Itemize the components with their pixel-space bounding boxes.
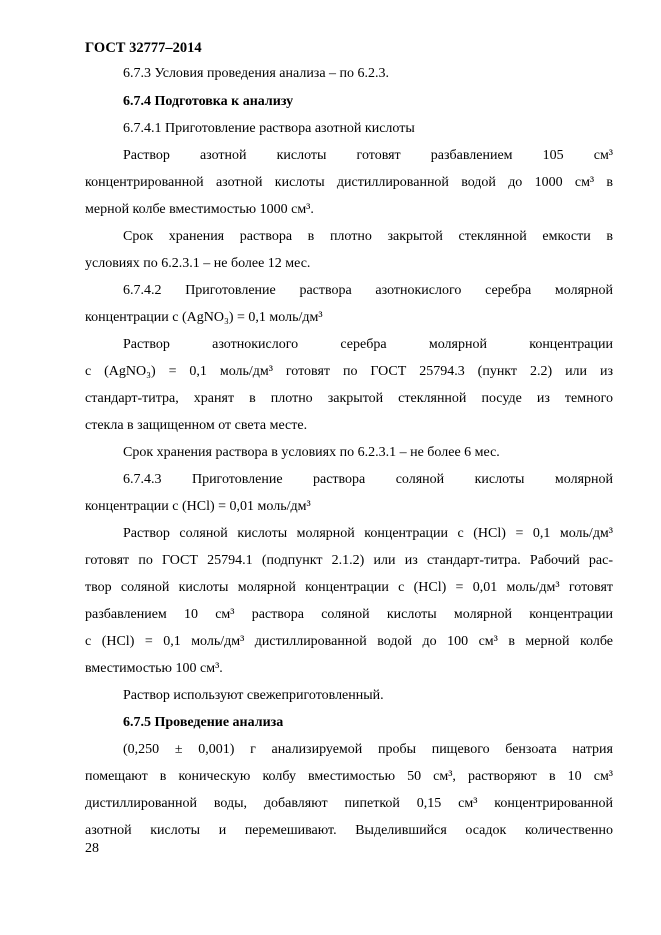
text-line: c (AgNO₃) = 0,1 моль/дм³ готовят по ГОСТ 25794.3 (пункт 2.2) или из [85, 364, 613, 379]
text-line: твор соляной кислоты молярной концентрации c (HCl) = 0,01 моль/дм³ готовят [85, 580, 613, 595]
text-line: готовят по ГОСТ 25794.1 (подпункт 2.1.2) или из стандарт-титра. Рабочий рас- [85, 553, 613, 568]
text-line: Раствор азотнокислого серебра молярной концентрации [123, 337, 613, 352]
text-line: дистиллированной воды, добавляют пипеткой 0,15 см³ концентрированной [85, 796, 613, 811]
text-line: Раствор соляной кислоты молярной концентрации c (HCl) = 0,1 моль/дм³ [123, 526, 613, 541]
text-line: мерной колбе вместимостью 1000 см³. [85, 202, 314, 217]
text-line: c (HCl) = 0,1 моль/дм³ дистиллированной водой до 100 см³ в мерной колбе [85, 634, 613, 649]
text-line: 6.7.4.1 Приготовление раствора азотной кислоты [123, 121, 415, 136]
section-heading: 6.7.5 Проведение анализа [123, 715, 284, 730]
text-line: помещают в коническую колбу вместимостью 50 см³, растворяют в 10 см³ [85, 769, 613, 784]
text-line: концентрации c (HCl) = 0,01 моль/дм³ [85, 499, 311, 514]
text-line: концентрированной азотной кислоты дистиллированной водой до 1000 см³ в [85, 175, 613, 190]
text-line: разбавлением 10 см³ раствора соляной кислоты молярной концентрации [85, 607, 613, 622]
text-line: Раствор азотной кислоты готовят разбавлением 105 см³ [123, 148, 613, 163]
section-heading: 6.7.4 Подготовка к анализу [123, 94, 294, 109]
text-line: (0,250 ± 0,001) г анализируемой пробы пищевого бензоата натрия [123, 742, 613, 757]
text-line: вместимостью 100 см³. [85, 661, 223, 676]
text-line: 6.7.4.2 Приготовление раствора азотнокислого серебра молярной [123, 283, 613, 298]
text-line: Раствор используют свежеприготовленный. [123, 688, 384, 703]
text-line: 6.7.4.3 Приготовление раствора соляной кислоты молярной [123, 472, 613, 487]
text-line: 6.7.3 Условия проведения анализа – по 6.2.3. [123, 66, 390, 81]
text-line: Срок хранения раствора в плотно закрытой стеклянной емкости в [123, 229, 613, 244]
document-header: ГОСТ 32777–2014 [85, 40, 202, 56]
text-line: концентрации c (AgNO₃) = 0,1 моль/дм³ [85, 310, 323, 325]
text-line: стекла в защищенном от света месте. [85, 418, 308, 433]
page-number: 28 [85, 841, 99, 856]
text-line: стандарт-титра, хранят в плотно закрытой стеклянной посуде из темного [85, 391, 613, 406]
text-line: азотной кислоты и перемешивают. Выделившийся осадок количественно [85, 823, 613, 838]
text-line: условиях по 6.2.3.1 – не более 12 мес. [85, 256, 311, 271]
text-line: Срок хранения раствора в условиях по 6.2.3.1 – не более 6 мес. [123, 445, 500, 460]
